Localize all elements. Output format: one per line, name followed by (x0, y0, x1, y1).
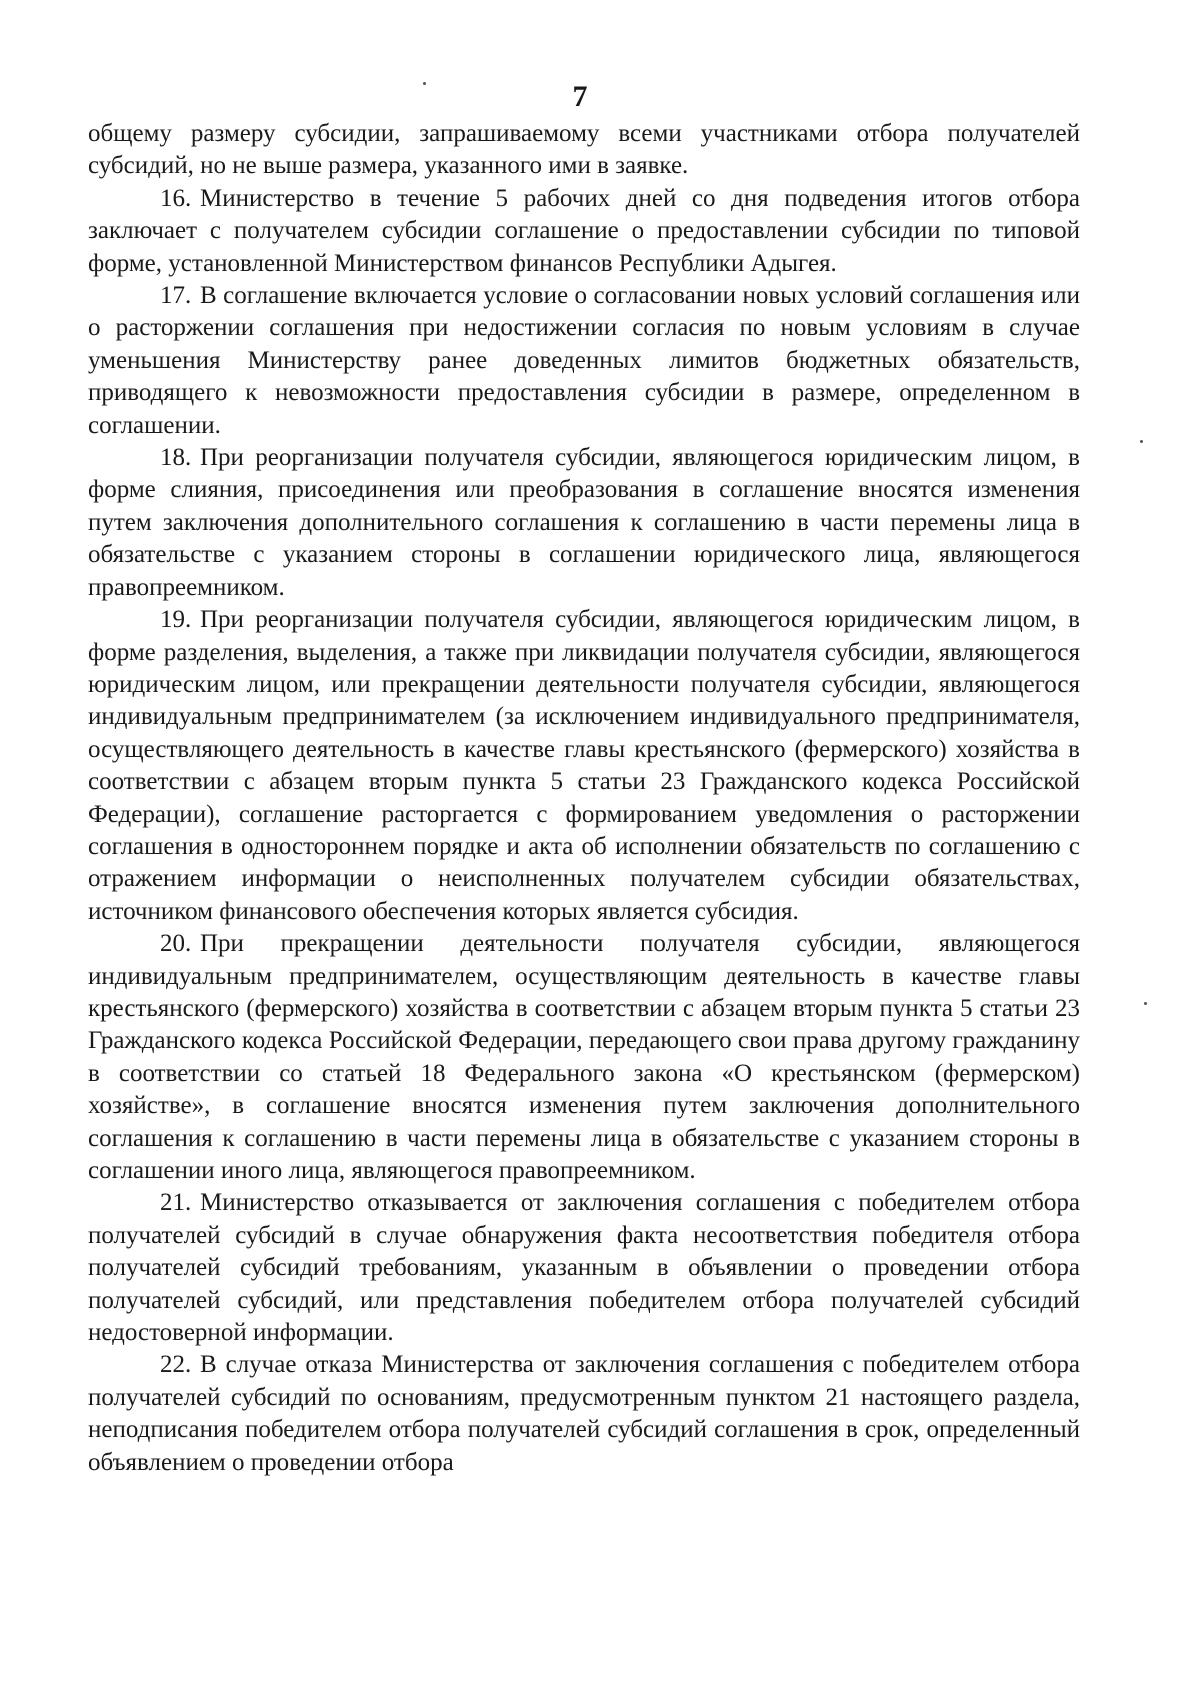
page-number: 7 (572, 80, 588, 113)
paragraph-19 (88, 604, 1080, 928)
paragraph-text: При реорганизации получателя субсидии, являющегося юридическим лицом, в форме слияния, присоединения или преобразования в соглашение вносятся изменения путем заключения дополнительного соглашения к соглашению в части перемены лица в обязательстве с указанием стороны в соглашении юридического лица, являющегося правопреемником. (88, 444, 1080, 601)
paragraph-text: При прекращении деятельности получателя субсидии, являющегося индивидуальным предпринимателем, осуществляющим деятельность в качестве главы крестьянского (фермерского) хозяйства в соответствии с абзацем вторым пункта 5 статьи 23 Гражданского кодекса Российской Федерации, передающего свои права другому гражданину в соответствии со статьей 18 Федерального закона «О крестьянском (фермерском) хозяйстве», в соглашение вносятся изменения путем заключения дополнительного соглашения к соглашению в части перемены лица в обязательстве с указанием стороны в соглашении иного лица, являющегося правопреемником. (88, 930, 1080, 1184)
paragraph-text: Министерство отказывается от заключения соглашения с победителем отбора получателей субсидий в случае обнаружения факта несоответствия победителя отбора получателей субсидий требованиям, указанным в объявлении о проведении отбора получателей субсидий, или представления победителем отбора получателей субсидий недостоверной информации. (88, 1189, 1080, 1347)
paragraph-17 (88, 280, 1080, 442)
paragraph-number: 20. (160, 930, 192, 958)
paragraph-number: 19. (160, 606, 192, 634)
paragraph-text: В случае отказа Министерства от заключения соглашения с победителем отбора получателей субсидий по основаниям, предусмотренным пунктом 21 настоящего раздела, неподписания победителем отбора получателей субсидий соглашения в срок, определенный объявлением о проведении отбора (88, 1351, 1080, 1476)
paragraph-number: 21. (160, 1189, 192, 1217)
paragraph-text: общему размеру субсидии, запрашиваемому всеми участниками отбора получателей субсидий, но не выше размера, указанного ими в заявке. (88, 120, 1080, 180)
scan-speck (423, 82, 426, 85)
paragraph-text: Министерство в течение 5 рабочих дней со дня подведения итогов отбора заключает с получателем субсидии соглашение о предоставлении субсидии по типовой форме, установленной Министерством финансов Республики Адыгея. (88, 184, 1080, 277)
paragraph-22 (88, 1349, 1080, 1479)
paragraph-21 (88, 1187, 1080, 1349)
paragraph-number: 18. (160, 444, 192, 472)
paragraph-continuation (88, 118, 1080, 183)
paragraph-text: В соглашение включается условие о согласовании новых условий соглашения или о расторжении соглашения при недостижении согласия по новым условиям в случае уменьшения Министерству ранее доведенных лимитов бюджетных обязательств, приводящего к невозможности предоставления субсидии в размере, определенном в соглашении. (88, 282, 1080, 439)
paragraph-number: 17. (160, 282, 192, 310)
paragraph-18 (88, 442, 1080, 604)
document-body (88, 118, 1080, 1479)
scan-speck (1144, 1002, 1147, 1005)
paragraph-text: При реорганизации получателя субсидии, являющегося юридическим лицом, в форме разделения, выделения, а также при ликвидации получателя субсидии, являющегося юридическим лицом, или прекращении деятельности получателя субсидии, являющегося индивидуальным предпринимателем (за исключением индивидуального предпринимателя, осуществляющего деятельность в качестве главы крестьянского (фермерского) хозяйства в соответствии с абзацем вторым пункта 5 статьи 23 Гражданского кодекса Российской Федерации), соглашение расторгается с формированием уведомления о расторжении соглашения в одностороннем порядке и акта об исполнении обязательств по соглашению с отражением информации о неисполненных получателем субсидии обязательствах, источником финансового обеспечения которых является субсидия. (88, 606, 1080, 925)
paragraph-16 (88, 183, 1080, 280)
paragraph-20 (88, 928, 1080, 1187)
paragraph-number: 22. (160, 1351, 192, 1379)
paragraph-number: 16. (160, 184, 192, 212)
scan-speck (1140, 440, 1143, 443)
